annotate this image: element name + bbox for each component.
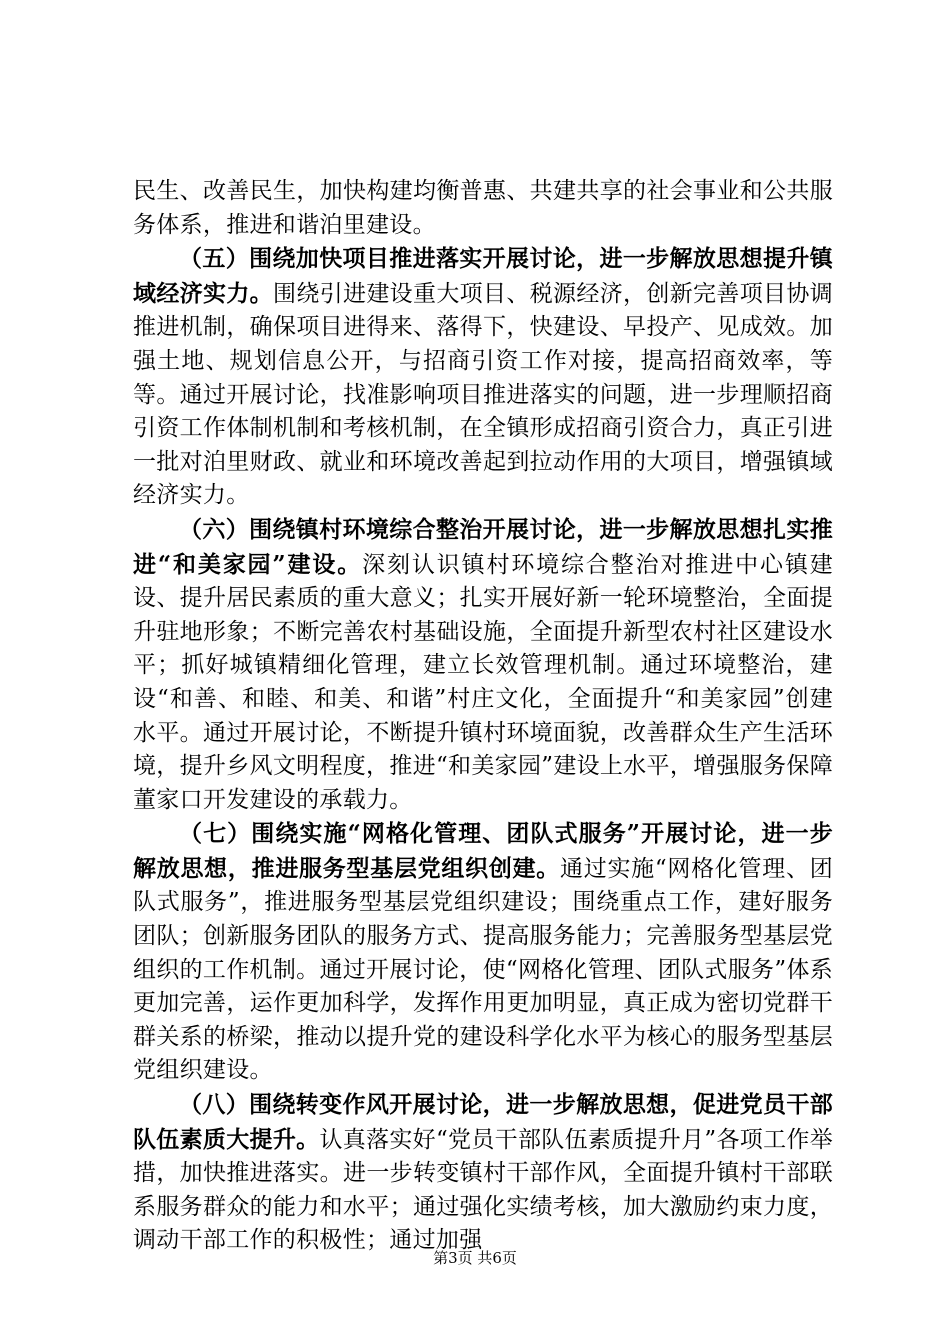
- paragraph-lead: （八）围绕转变作风开展讨论，进一步解放思想，促进党员干部队伍素质大提升。: [133, 1091, 833, 1153]
- document-body: [133, 174, 833, 1258]
- paragraph-text: 通过实施“网格化管理、团队式服务”，推进服务型基层党组织建设；围绕重点工作，建好服务团队；创新服务团队的服务方式、提高服务能力；完善服务型基层党组织的工作机制。通过开展讨论，使“网格化管理、团队式服务”体系更加完善，运作更加科学，发挥作用更加明显，真正成为密切党群干群关系的桥梁，推动以提升党的建设科学化水平为核心的服务型基层党组织建设。: [133, 855, 833, 1084]
- paragraph-3: [133, 513, 833, 817]
- paragraph-text: 认真落实好“党员干部队伍素质提升月”各项工作举措，加快推进落实。进一步转变镇村干部作风，全面提升镇村干部联系服务群众的能力和水平；通过强化实绩考核，加大激励约束力度，调动干部工作的积极性；通过加强: [133, 1126, 833, 1254]
- paragraph-lead: （五）围绕加快项目推进落实开展讨论，进一步解放思想提升镇域经济实力。: [133, 245, 833, 307]
- paragraph-1: [133, 174, 833, 242]
- paragraph-5: [133, 1088, 833, 1258]
- paragraph-lead: （七）围绕实施“网格化管理、团队式服务”开展讨论，进一步解放思想，推进服务型基层党组织创建。: [133, 820, 833, 882]
- paragraph-text: 围绕引进建设重大项目、税源经济，创新完善项目协调推进机制，确保项目进得来、落得下，快建设、早投产、见成效。加强土地、规划信息公开，与招商引资工作对接，提高招商效率，等等。通过开展讨论，找准影响项目推进落实的问题，进一步理顺招商引资工作体制机制和考核机制，在全镇形成招商引资合力，真正引进一批对泊里财政、就业和环境改善起到拉动作用的大项目，增强镇域经济实力。: [133, 280, 833, 509]
- paragraph-text: 民生、改善民生，加快构建均衡普惠、共建共享的社会事业和公共服务体系，推进和谐泊里建设。: [133, 178, 833, 238]
- paragraph-2: [133, 242, 833, 513]
- paragraph-text: 深刻认识镇村环境综合整治对推进中心镇建设、提升居民素质的重大意义；扎实开展好新一轮环境整治，全面提升驻地形象；不断完善农村基础设施，全面提升新型农村社区建设水平；抓好城镇精细化管理，建立长效管理机制。通过环境整治，建设“和善、和睦、和美、和谐”村庄文化，全面提升“和美家园”创建水平。通过开展讨论，不断提升镇村环境面貌，改善群众生产生活环境，提升乡风文明程度，推进“和美家园”建设上水平，增强服务保障董家口开发建设的承载力。: [133, 551, 834, 813]
- paragraph-lead: （六）围绕镇村环境综合整治开展讨论，进一步解放思想扎实推进“和美家园”建设。: [133, 515, 833, 578]
- page-number-footer: 第3页 共6页: [433, 1249, 517, 1267]
- paragraph-4: [133, 817, 833, 1088]
